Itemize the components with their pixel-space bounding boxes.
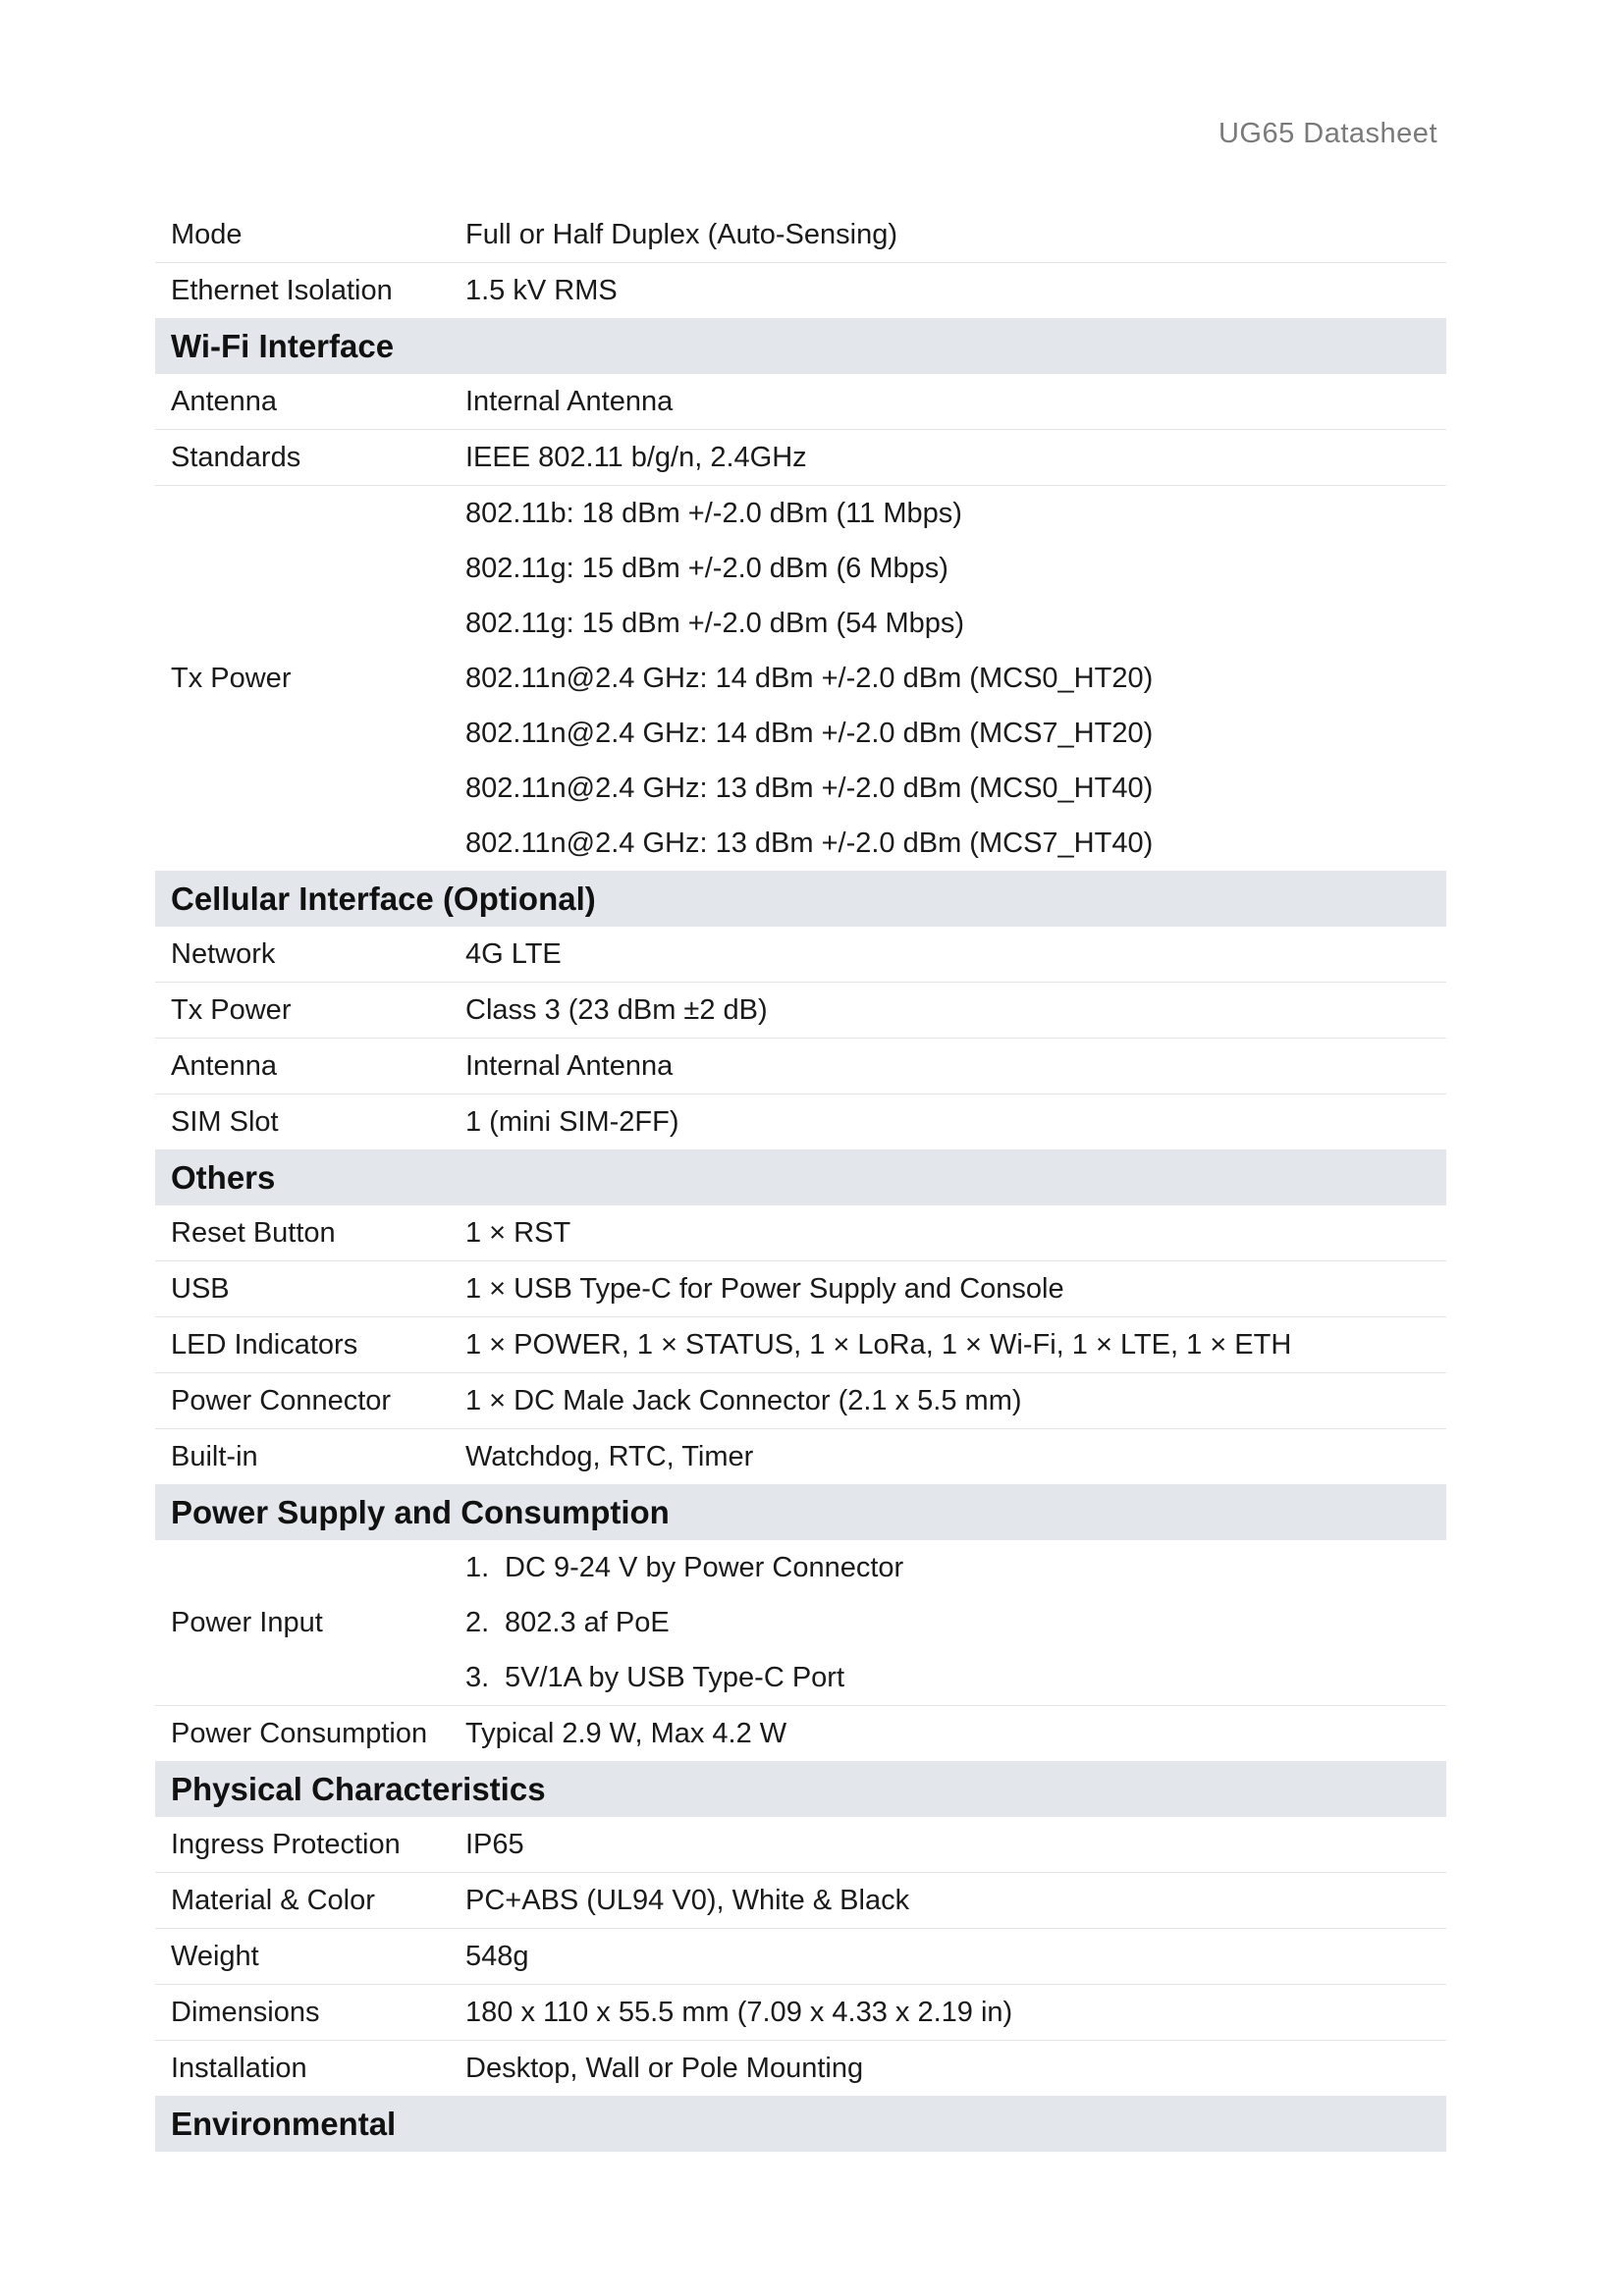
section-header-environmental	[155, 2096, 1446, 2152]
section-title: Environmental	[171, 2105, 397, 2142]
spec-row-built-in	[155, 1429, 1446, 1484]
spec-row-antenna	[155, 374, 1446, 430]
spec-row-power-consumption	[155, 1706, 1446, 1761]
spec-label: Ingress Protection	[171, 1828, 401, 1860]
section-title: Wi-Fi Interface	[171, 327, 395, 364]
spec-value-line: Internal Antenna	[465, 1050, 674, 1082]
spec-value-line: 180 x 110 x 55.5 mm (7.09 x 4.33 x 2.19 in)	[465, 1997, 1013, 2028]
list-item-text: 5V/1A by USB Type-C Port	[505, 1662, 845, 1693]
list-item-text: DC 9-24 V by Power Connector	[505, 1552, 904, 1583]
spec-row-sim-slot	[155, 1095, 1446, 1149]
spec-value-line: 802.11g: 15 dBm +/-2.0 dBm (6 Mbps)	[465, 553, 948, 584]
spec-value-line: Full or Half Duplex (Auto-Sensing)	[465, 219, 898, 250]
spec-label: Tx Power	[171, 993, 292, 1026]
spec-value-line: 802.11n@2.4 GHz: 14 dBm +/-2.0 dBm (MCS0_HT20)	[465, 663, 1154, 694]
spec-value	[465, 1373, 1446, 1428]
spec-value-line: PC+ABS (UL94 V0), White & Black	[465, 1885, 910, 1916]
spec-value-line: 1 × RST	[465, 1217, 571, 1249]
spec-value-line: 802.11n@2.4 GHz: 13 dBm +/-2.0 dBm (MCS7_HT40)	[465, 828, 1154, 859]
spec-row-tx-power	[155, 486, 1446, 871]
spec-value	[465, 1261, 1446, 1316]
spec-value	[465, 207, 1446, 262]
spec-row-weight	[155, 1929, 1446, 1985]
list-number: 3.	[465, 1662, 490, 1693]
spec-value-line	[465, 1595, 1446, 1650]
spec-value-line	[465, 1540, 1446, 1595]
spec-value-line: 802.11b: 18 dBm +/-2.0 dBm (11 Mbps)	[465, 498, 962, 529]
list-item-text: 802.3 af PoE	[505, 1607, 670, 1638]
spec-row-power-connector	[155, 1373, 1446, 1429]
spec-value-line	[465, 1650, 1446, 1705]
spec-row-led-indicators	[155, 1317, 1446, 1373]
spec-label: Antenna	[171, 385, 278, 417]
spec-value	[465, 927, 1446, 982]
spec-value-line: Class 3 (23 dBm ±2 dB)	[465, 994, 768, 1026]
spec-value	[465, 1706, 1446, 1761]
spec-row-dimensions	[155, 1985, 1446, 2041]
spec-row-network	[155, 927, 1446, 983]
spec-value	[465, 2041, 1446, 2096]
spec-value	[465, 1873, 1446, 1928]
spec-value-line: 1 × POWER, 1 × STATUS, 1 × LoRa, 1 × Wi-Fi, 1 × LTE, 1 × ETH	[465, 1329, 1292, 1361]
spec-value-line: 802.11g: 15 dBm +/-2.0 dBm (54 Mbps)	[465, 608, 965, 639]
spec-label: Dimensions	[171, 1996, 320, 2028]
spec-label: Ethernet Isolation	[171, 274, 393, 306]
spec-label: SIM Slot	[171, 1105, 279, 1138]
spec-value-line: 802.11n@2.4 GHz: 14 dBm +/-2.0 dBm (MCS7_HT20)	[465, 718, 1154, 749]
spec-value	[465, 374, 1446, 429]
spec-label: LED Indicators	[171, 1328, 358, 1361]
spec-value	[465, 486, 1446, 871]
spec-value-line: Typical 2.9 W, Max 4.2 W	[465, 1718, 787, 1749]
list-number: 2.	[465, 1607, 490, 1638]
spec-value-line: 4G LTE	[465, 938, 562, 970]
spec-row-standards	[155, 430, 1446, 486]
spec-value-line: 1 × USB Type-C for Power Supply and Console	[465, 1273, 1064, 1305]
spec-value	[465, 1985, 1446, 2040]
section-title: Power Supply and Consumption	[171, 1493, 670, 1530]
section-header-wi-fi-interface	[155, 318, 1446, 374]
spec-value	[465, 1095, 1446, 1149]
spec-label: Power Consumption	[171, 1717, 428, 1749]
spec-value-line: 1 (mini SIM-2FF)	[465, 1106, 679, 1138]
spec-value	[465, 1929, 1446, 1984]
spec-label: Material & Color	[171, 1884, 375, 1916]
spec-label: Standards	[171, 441, 301, 473]
spec-row-ethernet-isolation	[155, 263, 1446, 318]
spec-row-material-color	[155, 1873, 1446, 1929]
section-title: Others	[171, 1158, 276, 1196]
spec-label: Power Input	[171, 1606, 323, 1638]
spec-table	[155, 207, 1446, 2152]
spec-value	[465, 1317, 1446, 1372]
spec-value-line: 548g	[465, 1941, 529, 1972]
spec-label: Reset Button	[171, 1216, 336, 1249]
spec-value-line: 802.11n@2.4 GHz: 13 dBm +/-2.0 dBm (MCS0_HT40)	[465, 773, 1154, 804]
section-title: Physical Characteristics	[171, 1770, 546, 1807]
list-number: 1.	[465, 1552, 490, 1583]
spec-value	[465, 1205, 1446, 1260]
spec-value	[465, 1039, 1446, 1094]
spec-row-ingress-protection	[155, 1817, 1446, 1873]
spec-value	[465, 1817, 1446, 1872]
spec-label: Antenna	[171, 1049, 278, 1082]
spec-label: Weight	[171, 1940, 259, 1972]
spec-value-line: Internal Antenna	[465, 386, 674, 417]
spec-value	[465, 263, 1446, 318]
spec-label: Built-in	[171, 1440, 258, 1472]
spec-label: Network	[171, 937, 276, 970]
spec-label: Mode	[171, 218, 243, 250]
spec-label: USB	[171, 1272, 230, 1305]
spec-value-line: 1 × DC Male Jack Connector (2.1 x 5.5 mm)	[465, 1385, 1022, 1416]
page-header: UG65 Datasheet	[1218, 118, 1437, 149]
section-header-others	[155, 1149, 1446, 1205]
spec-row-mode	[155, 207, 1446, 263]
spec-row-reset-button	[155, 1205, 1446, 1261]
spec-row-antenna	[155, 1039, 1446, 1095]
spec-value-line: IEEE 802.11 b/g/n, 2.4GHz	[465, 442, 807, 473]
spec-value	[465, 430, 1446, 485]
spec-label: Power Connector	[171, 1384, 392, 1416]
spec-value-line: IP65	[465, 1829, 524, 1860]
section-title: Cellular Interface (Optional)	[171, 880, 596, 917]
spec-label: Installation	[171, 2052, 307, 2084]
spec-value-line: Desktop, Wall or Pole Mounting	[465, 2053, 864, 2084]
spec-value	[465, 1429, 1446, 1484]
spec-value-line: Watchdog, RTC, Timer	[465, 1441, 754, 1472]
spec-row-usb	[155, 1261, 1446, 1317]
section-header-cellular-interface-optional	[155, 871, 1446, 927]
spec-value	[465, 983, 1446, 1038]
spec-value-line: 1.5 kV RMS	[465, 275, 618, 306]
section-header-physical-characteristics	[155, 1761, 1446, 1817]
spec-label: Tx Power	[171, 662, 292, 694]
spec-value	[465, 1540, 1446, 1705]
section-header-power-supply-and-consumption	[155, 1484, 1446, 1540]
spec-row-power-input	[155, 1540, 1446, 1706]
spec-row-tx-power	[155, 983, 1446, 1039]
spec-row-installation	[155, 2041, 1446, 2096]
